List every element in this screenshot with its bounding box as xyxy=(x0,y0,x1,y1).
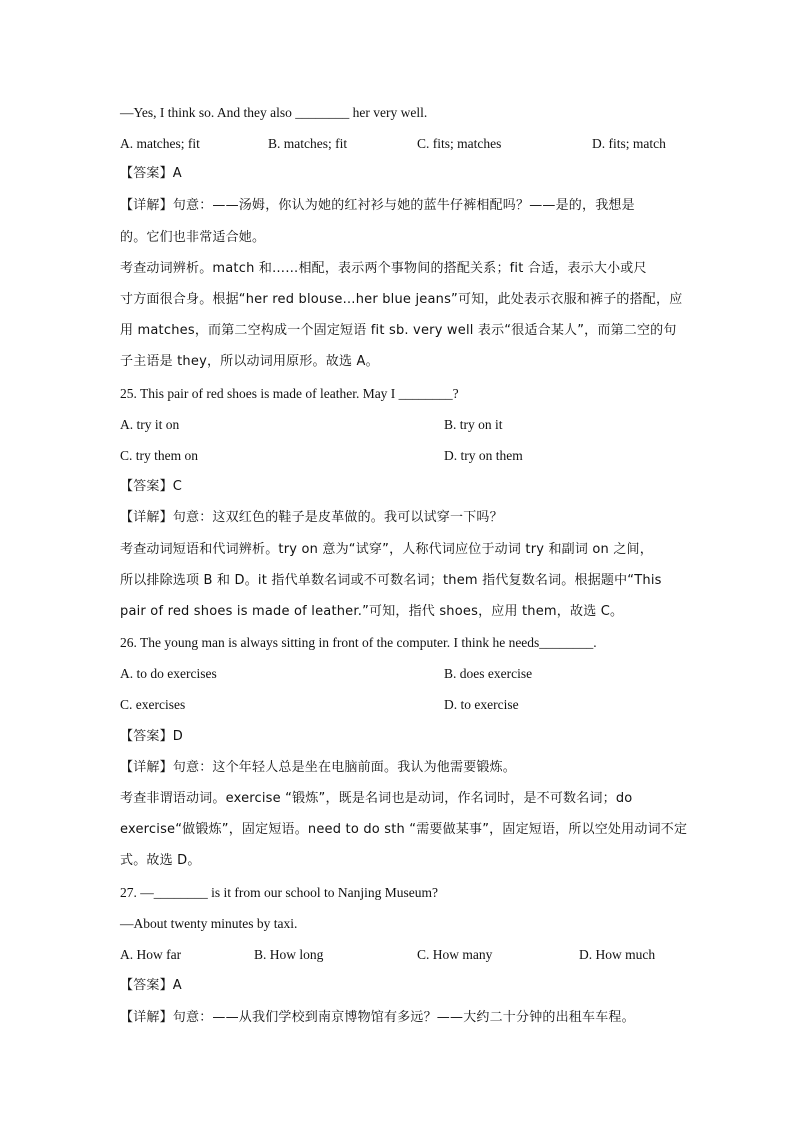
q25-option-b: B. try on it xyxy=(444,417,503,432)
q26-detail-3: exercise“做锻炼”，固定短语。need to do sth “需要做某事”，固定短语，所以空处用动词不定 xyxy=(120,822,688,837)
q24-detail-5: 用 matches，而第二空构成一个固定短语 fit sb. very well 表示“很适合某人”，而第二空的句 xyxy=(120,323,677,338)
q25-detail-3: 所以排除选项 B 和 D。it 指代单数名词或不可数名词；them 指代复数名词。根据题中“This xyxy=(120,573,662,588)
q27-detail-1: 【详解】句意：——从我们学校到南京博物馆有多远？——大约二十分钟的出租车车程。 xyxy=(120,1010,635,1025)
q25-answer: 【答案】C xyxy=(120,479,183,494)
q25-detail-2: 考查动词短语和代词辨析。try on 意为“试穿”，人称代词应位于动词 try 和副词 on 之间， xyxy=(120,542,653,557)
q26-question: 26. The young man is always sitting in front of the computer. I think he needs________. xyxy=(120,635,597,650)
q26-answer: 【答案】D xyxy=(120,729,184,744)
q25-question: 25. This pair of red shoes is made of leather. May I ________? xyxy=(120,386,459,401)
q25-option-c: C. try them on xyxy=(120,448,198,463)
q24-detail-3: 考查动词辨析。match 和……相配，表示两个事物间的搭配关系；fit 合适，表示大小或尺 xyxy=(120,261,647,276)
q26-option-d: D. to exercise xyxy=(444,697,519,712)
q24-option-a: A. matches; fit xyxy=(120,136,200,151)
q25-option-d: D. try on them xyxy=(444,448,523,463)
q27-option-d: D. How much xyxy=(579,947,656,962)
q26-option-b: B. does exercise xyxy=(444,666,533,681)
q26-detail-4: 式。故选 D。 xyxy=(120,853,201,868)
q25-detail-4: pair of red shoes is made of leather.”可知，指代 shoes，应用 them，故选 C。 xyxy=(120,604,624,619)
q26-detail-1: 【详解】句意：这个年轻人总是坐在电脑前面。我认为他需要锻炼。 xyxy=(120,760,517,775)
q24-option-c: C. fits; matches xyxy=(417,136,502,151)
q25-option-a: A. try it on xyxy=(120,417,180,432)
q24-detail-2: 的。它们也非常适合她。 xyxy=(120,230,266,245)
q25-detail-1: 【详解】句意：这双红色的鞋子是皮革做的。我可以试穿一下吗？ xyxy=(120,510,503,525)
q24-dialogue-line: —Yes, I think so. And they also ________ her very well. xyxy=(120,105,428,120)
q24-detail-1: 【详解】句意：——汤姆，你认为她的红衬衫与她的蓝牛仔裤相配吗？——是的，我想是 xyxy=(120,198,635,213)
q24-detail-4: 寸方面很合身。根据“her red blouse…her blue jeans”可知，此处表示衣服和裤子的搭配，应 xyxy=(120,292,683,307)
q27-option-b: B. How long xyxy=(254,947,324,962)
q27-option-a: A. How far xyxy=(120,947,182,962)
q26-option-c: C. exercises xyxy=(120,697,186,712)
q27-answer: 【答案】A xyxy=(120,978,182,993)
q24-detail-6: 子主语是 they，所以动词用原形。故选 A。 xyxy=(120,354,379,369)
q24-option-b: B. matches; fit xyxy=(268,136,348,151)
q27-question: 27. —________ is it from our school to Nanjing Museum? xyxy=(120,885,438,900)
q26-detail-2: 考查非谓语动词。exercise “锻炼”，既是名词也是动词，作名词时，是不可数名词；do xyxy=(120,791,633,806)
q24-option-d: D. fits; match xyxy=(592,136,666,151)
q24-answer: 【答案】A xyxy=(120,166,182,181)
q27-reply: —About twenty minutes by taxi. xyxy=(120,916,298,931)
q26-option-a: A. to do exercises xyxy=(120,666,217,681)
q27-option-c: C. How many xyxy=(417,947,493,962)
